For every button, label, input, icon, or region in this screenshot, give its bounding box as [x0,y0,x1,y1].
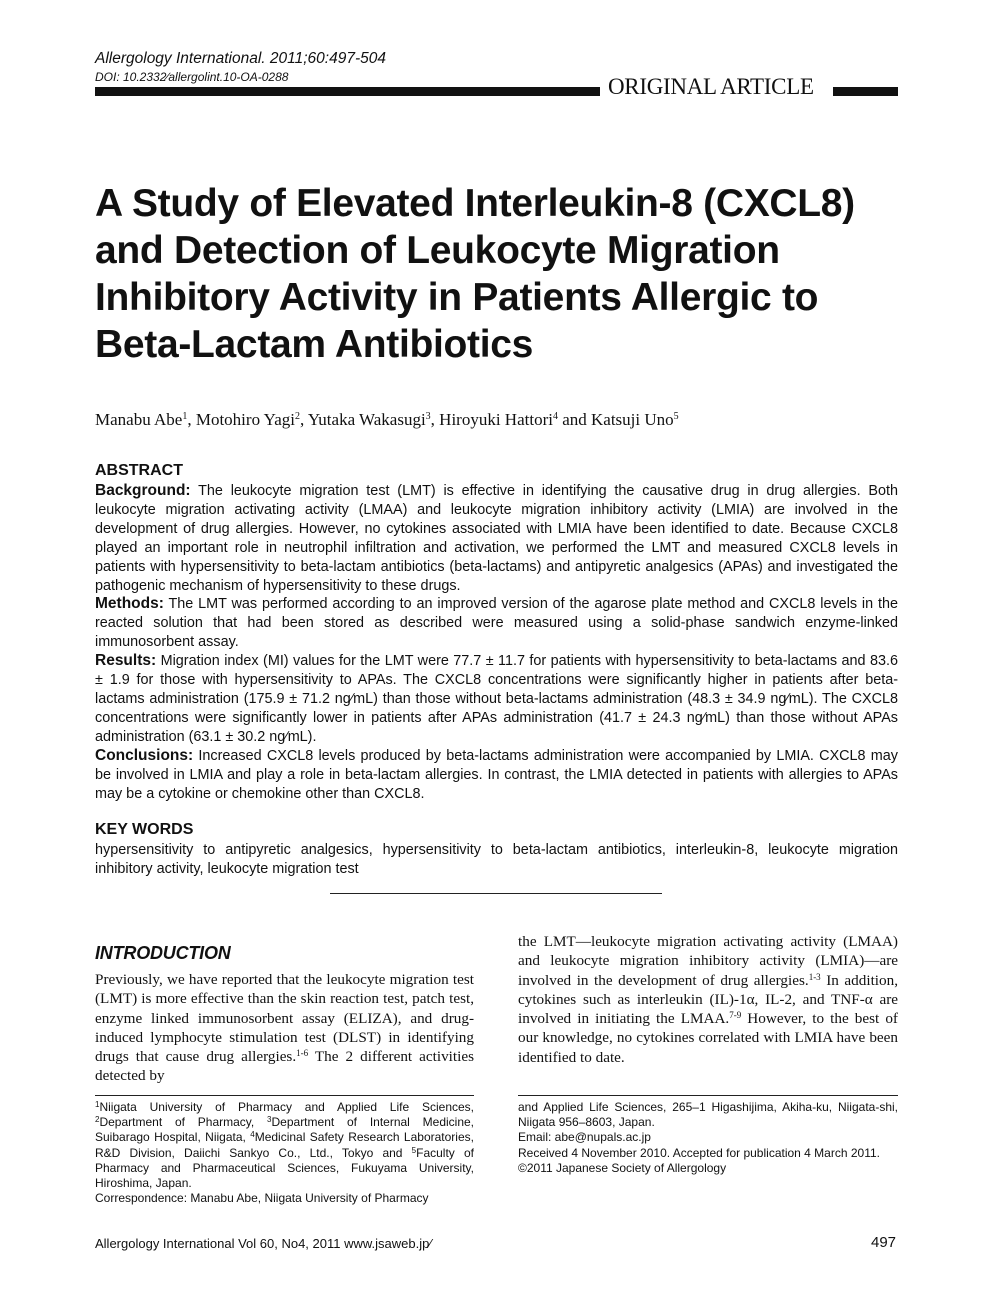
correspondence-address: and Applied Life Sciences, 265–1 Higashijima, Akiha-ku, Niigata-shi, Niigata 956–8603, Japan. [518,1100,898,1130]
abstract-conclusions [95,747,898,804]
affiliations [95,1100,474,1191]
affiliation-text: Medicinal Safety Research Laboratories, R&D Division, Daiichi Sankyo Co., Ltd., Tokyo and [95,1130,474,1160]
intro-text: The 2 different activities detected by [95,1048,474,1085]
section-divider [330,893,662,894]
footnote-rule [518,1095,898,1096]
abstract-label: Results: [95,652,157,670]
abstract-background [95,482,898,595]
introduction-heading: INTRODUCTION [95,943,231,963]
abstract-label: Background: [95,482,191,499]
abstract-heading: ABSTRACT [95,462,183,479]
abstract-label: Methods: [95,595,164,613]
abstract-results [95,652,898,747]
affiliation-mark: 5 [411,1145,417,1155]
author-separator: , [187,410,196,429]
footer-journal: Allergology International Vol 60, No4, 2011 www.jsaweb.jp∕ [95,1236,432,1251]
article-title: A Study of Elevated Interleukin-8 (CXCL8) and Detection of Leukocyte Migration Inhibitory Activity in Patients Allergic to Beta-Lactam Antibiotics [95,182,855,366]
keywords-text: hypersensitivity to antipyretic analgesics, hypersensitivity to beta-lactam antibiotics, interleukin-8, leukocyte migration inhibitory activity, leukocyte migration test [95,842,898,877]
affiliation-text: Department of Internal Medicine, Suibarago Hospital, Niigata, [95,1115,475,1145]
copyright: ©2011 Japanese Society of Allergology [518,1160,727,1175]
abstract-body [95,482,898,803]
citation-ref: 1-3 [808,971,821,982]
correspondence: Correspondence: Manabu Abe, Niigata University of Pharmacy [95,1191,429,1206]
author-affiliation-mark: 2 [295,411,301,422]
abstract-text: The LMT was performed according to an improved version of the agarose plate method and CXCL8 levels in the reacted solution that had been stored as described were measured using a solid-phase sandwich enzyme-linked immunosorbent assay. [95,596,898,651]
intro-text: the LMT—leukocyte migration activating activity (LMAA) and leukocyte migration inhibitory activity (LMIA)—are involved in the development of drug allergies. [518,933,898,989]
affiliation-mark: 4 [250,1130,255,1140]
header-rule-left [95,87,600,96]
author-affiliation-mark: 3 [425,411,431,422]
author-separator: and [557,410,592,429]
correspondence-email[interactable]: Email: abe@nupals.ac.jp [518,1130,651,1145]
journal-citation: Allergology International. 2011;60:497-504 [95,50,386,67]
affiliation-mark: 3 [267,1115,272,1125]
author-affiliation-mark: 1 [182,411,188,422]
citation-ref: 1-6 [296,1048,309,1059]
keywords-heading: KEY WORDS [95,821,194,838]
author-affiliation-mark: 5 [673,411,679,422]
footnote-left [95,1100,474,1206]
author-affiliation-mark: 4 [552,411,558,422]
introduction-right-column [518,932,898,1067]
citation-ref: 7-9 [729,1010,742,1021]
article-type: ORIGINAL ARTICLE [608,74,814,99]
abstract-label: Conclusions: [95,746,194,764]
affiliation-text: Niigata University of Pharmacy and Applied Life Sciences, [99,1100,474,1114]
author-name: Katsuji Uno [591,410,674,429]
affiliation-mark: 1 [95,1100,100,1109]
affiliation-text: Faculty of Pharmacy and Pharmaceutical Sciences, Fukuyama University, Hiroshima, Japan. [95,1145,474,1191]
abstract-methods [95,595,898,652]
author-name: Yutaka Wakasugi [307,410,426,429]
author-name: Manabu Abe [95,410,183,429]
abstract-text: Increased CXCL8 levels produced by beta-lactams administration were accompanied by LMIA. CXCL8 may be involved in LMIA and play a role in beta-lactam allergies. In contrast, the LMIA detected in patients with allergies to APAs may be a cytokine or chemokine other than CXCL8. [95,747,898,802]
affiliation-text: Department of Pharmacy, [99,1115,268,1130]
footnote-right [518,1100,898,1176]
received-dates: Received 4 November 2010. Accepted for publication 4 March 2011. [518,1145,880,1160]
footnote-rule [95,1095,474,1096]
introduction-left-column [95,970,474,1086]
abstract-text: The leukocyte migration test (LMT) is effective in identifying the causative drug in drug allergies. Both leukocyte migration activating activity (LMAA) and leukocyte migration inhibitory activity (LMIA) are involved in the development of drug allergies. However, no cytokines associated with LMIA have been identified to date. Because CXCL8 played an important role in neutrophil infiltration and activation, we performed the LMT and measured CXCL8 levels in patients with hypersensitivity to beta-lactam antibiotics (beta-lactams) and antipyretic analgesics (APAs) and investigated the pathogenic mechanism of hypersensitivity to these drugs. [95,483,898,594]
author-list [95,410,679,430]
abstract-text: Migration index (MI) values for the LMT were 77.7 ± 11.7 for patients with hypersensitivity to beta-lactams and 83.6 ± 1.9 for those with hypersensitivity to APAs. The CXCL8 concentrations were significantly higher in patients after beta-lactams administration (175.9 ± 71.2 ng∕mL) than those without beta-lactams administration (48.3 ± 34.9 ng∕mL). The CXCL8 concentrations were significantly lower in patients after APAs administration (41.7 ± 24.3 ng∕mL) than those without APAs administration (63.1 ± 30.2 ng∕mL). [95,653,898,745]
author-separator: , [300,410,308,429]
doi: DOI: 10.2332∕allergolint.10-OA-0288 [95,70,289,84]
author-separator: , [430,410,440,429]
intro-text: Previously, we have reported that the leukocyte migration test (LMT) is more effective than the skin reaction test, patch test, enzyme linked immunosorbent assay (ELIZA), and drug-induced lymphocyte stimulation test (DLST) in identifying drugs that cause drug allergies. [95,971,474,1066]
intro-text: In addition, cytokines such as interleukin (IL)-1α, IL-2, and TNF-α are involved in initiating the LMAA. [518,971,898,1028]
intro-text: However, to the best of our knowledge, no cytokines correlated with LMIA have been identified to date. [518,1010,898,1066]
author-name: Motohiro Yagi [195,410,296,429]
page-number: 497 [871,1234,897,1251]
affiliation-mark: 2 [95,1115,100,1125]
author-name: Hiroyuki Hattori [439,410,553,429]
header-rule-right [833,87,898,96]
